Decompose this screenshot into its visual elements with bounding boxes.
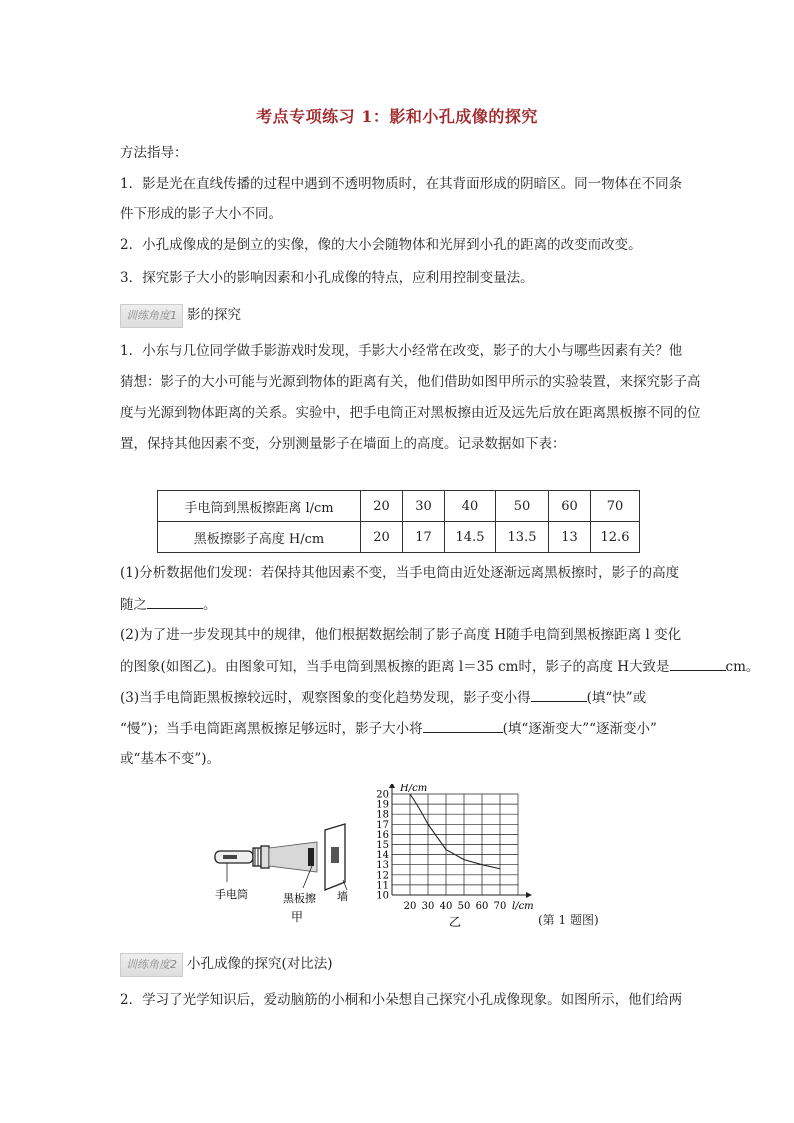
page-title: 考点专项练习 1：影和小孔成像的探究 bbox=[256, 107, 538, 126]
flashlight-label: 手电筒 bbox=[215, 888, 248, 901]
x-tick-label: 70 bbox=[493, 901, 507, 912]
table-cell: 30 bbox=[403, 491, 445, 522]
section-label: 影的探究 bbox=[187, 307, 241, 323]
table-row bbox=[158, 491, 640, 522]
answer-blank[interactable] bbox=[670, 656, 726, 671]
section-label: 小孔成像的探究(对比法) bbox=[187, 956, 333, 972]
method-point: 2．小孔成像成的是倒立的实像，像的大小会随物体和光屏到小孔的距离的改变而改变。 bbox=[120, 237, 642, 253]
figure-caption: (第 1 题图) bbox=[538, 913, 599, 927]
wall-label: 墙 bbox=[337, 890, 348, 903]
y-tick-label: 16 bbox=[376, 829, 389, 841]
flashlight-icon bbox=[215, 846, 269, 868]
y-tick-label: 14 bbox=[376, 850, 389, 862]
answer-suffix: (填“快”或 bbox=[586, 690, 647, 706]
data-table bbox=[157, 490, 640, 553]
question-line: 1．小东与几位同学做手影游戏时发现，手影大小经常在改变，影子的大小与哪些因素有关？他 bbox=[120, 343, 683, 359]
table-cell: 50 bbox=[496, 491, 549, 522]
answer-prefix: “慢”)；当手电筒距离黑板擦足够远时，影子大小将 bbox=[120, 721, 423, 737]
series-line bbox=[410, 794, 500, 869]
line-chart bbox=[360, 784, 620, 930]
table-cell: 17 bbox=[403, 522, 445, 553]
answer-blank[interactable] bbox=[531, 687, 587, 702]
table-cell: 14.5 bbox=[445, 522, 496, 553]
table-cell: 13.5 bbox=[496, 522, 549, 553]
question-line: 2．学习了光学知识后，爱动脑筋的小桐和小朵想自己探究小孔成像现象。如图所示，他们给两 bbox=[120, 992, 683, 1008]
y-tick-label: 12 bbox=[376, 870, 389, 882]
y-tick-label: 19 bbox=[376, 799, 389, 811]
method-point: 3．探究影子大小的影响因素和小孔成像的特点，应利用控制变量法。 bbox=[120, 270, 534, 286]
table-cell: 20 bbox=[361, 491, 403, 522]
table-cell: 20 bbox=[361, 522, 403, 553]
x-tick-label: 30 bbox=[421, 901, 435, 912]
y-tick-label: 13 bbox=[376, 860, 389, 872]
y-tick-label: 20 bbox=[376, 789, 389, 801]
table-cell: 70 bbox=[591, 491, 640, 522]
subquestion-2-line: (2)为了进一步发现其中的规律，他们根据数据绘制了影子高度 H随手电筒到黑板擦距离 l 变化 bbox=[120, 627, 682, 643]
x-tick-label: 20 bbox=[403, 901, 417, 912]
subquestion-1-answer bbox=[120, 594, 217, 615]
answer-suffix: cm。 bbox=[725, 659, 760, 675]
apparatus-figure bbox=[205, 810, 365, 925]
question-line: 度与光源到物体距离的关系。实验中，把手电筒正对黑板擦由近及远先后放在距离黑板擦不同的位 bbox=[120, 405, 701, 421]
subquestion-3-line bbox=[120, 718, 657, 739]
question-line: 猜想：影子的大小可能与光源到物体的距离有关，他们借助如图甲所示的实验装置，来探究影子高 bbox=[120, 374, 701, 390]
section-tag: 训练角度2 bbox=[120, 953, 183, 977]
method-point: 件下形成的影子大小不同。 bbox=[120, 206, 282, 222]
x-axis-arrow bbox=[526, 892, 532, 898]
y-tick-label: 10 bbox=[376, 890, 389, 902]
table-header: 黑板擦影子高度 H/cm bbox=[158, 522, 361, 553]
question-line: 置，保持其他因素不变，分别测量影子在墙面上的高度。记录数据如下表： bbox=[120, 436, 566, 452]
subquestion-3-line bbox=[120, 687, 646, 708]
table-cell: 40 bbox=[445, 491, 496, 522]
y-axis-label: H/cm bbox=[400, 784, 428, 794]
answer-blank[interactable] bbox=[423, 718, 503, 733]
answer-prefix: 随之 bbox=[120, 597, 147, 613]
y-axis-arrow bbox=[389, 784, 395, 788]
eraser-label: 黑板擦 bbox=[283, 892, 316, 905]
table-cell: 13 bbox=[549, 522, 591, 553]
x-tick-label: 50 bbox=[457, 901, 471, 912]
subquestion-1-line: (1)分析数据他们发现：若保持其他因素不变，当手电筒由近处逐渐远离黑板擦时，影子的高度 bbox=[120, 565, 680, 581]
figure-right-caption: 乙 bbox=[448, 915, 462, 929]
x-tick-label: 60 bbox=[475, 901, 489, 912]
table-cell: 60 bbox=[549, 491, 591, 522]
y-tick-label: 18 bbox=[376, 809, 389, 821]
answer-suffix: 。 bbox=[203, 597, 217, 613]
section-heading-2 bbox=[120, 953, 333, 977]
answer-suffix: (填“逐渐变大”“逐渐变小” bbox=[502, 721, 657, 737]
answer-prefix: (3)当手电筒距黑板擦较远时，观察图象的变化趋势发现，影子变小得 bbox=[120, 690, 531, 706]
table-cell: 12.6 bbox=[591, 522, 640, 553]
answer-blank[interactable] bbox=[147, 594, 203, 609]
y-tick-label: 15 bbox=[376, 840, 389, 851]
table-row bbox=[158, 522, 640, 553]
x-tick-label: 40 bbox=[439, 901, 453, 912]
subquestion-3-line: 或“基本不变”)。 bbox=[120, 751, 221, 767]
subquestion-2-answer bbox=[120, 656, 759, 677]
table-header: 手电筒到黑板擦距离 l/cm bbox=[158, 491, 361, 522]
method-heading: 方法指导： bbox=[120, 145, 188, 161]
eraser-icon bbox=[308, 848, 314, 866]
wall-icon bbox=[325, 824, 345, 890]
y-tick-label: 11 bbox=[376, 880, 389, 892]
answer-prefix: 的图象(如图乙)。由图象可知，当手电筒到黑板擦的距离 l＝35 cm时，影子的高度 H大致是 bbox=[120, 659, 670, 675]
section-tag: 训练角度1 bbox=[120, 304, 183, 328]
x-axis-label: l/cm bbox=[512, 901, 534, 912]
figure-left-caption: 甲 bbox=[291, 910, 304, 924]
section-heading-1 bbox=[120, 304, 241, 328]
method-point: 1．影是光在直线传播的过程中遇到不透明物质时，在其背面形成的阴暗区。同一物体在不同条 bbox=[120, 176, 683, 192]
y-tick-label: 17 bbox=[376, 819, 389, 831]
